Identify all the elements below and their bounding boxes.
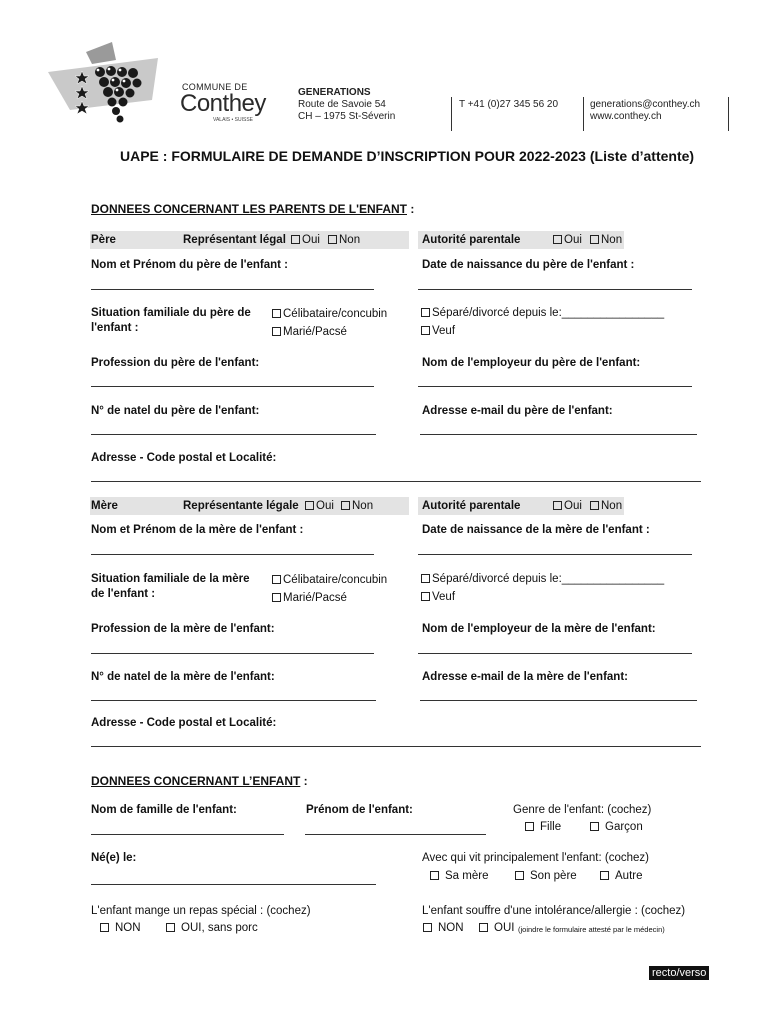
option-label: Fille: [540, 821, 562, 833]
checkbox-icon: [328, 235, 337, 244]
option-label: NON: [115, 922, 141, 934]
header-divider: [728, 97, 729, 131]
checkbox-icon: [423, 923, 432, 932]
option-label: Non: [352, 500, 374, 512]
pere-rep-legal-label: Représentant légal: [183, 234, 286, 246]
option-label: Marié/Pacsé: [283, 326, 347, 338]
checkbox-icon: [421, 574, 430, 583]
child-sa-mere-checkbox[interactable]: [430, 870, 488, 882]
checkbox-icon: [100, 923, 109, 932]
situation-line: l'enfant :: [91, 322, 139, 334]
mere-marie-checkbox[interactable]: [272, 592, 347, 604]
mere-autorite-label: Autorité parentale: [422, 500, 521, 512]
option-label: Non: [601, 234, 623, 246]
option-label: NON: [438, 922, 464, 934]
repas-oui-checkbox[interactable]: [166, 922, 258, 934]
checkbox-icon: [600, 871, 609, 880]
parents-section-heading: [91, 202, 414, 216]
pere-autorite-oui-checkbox[interactable]: [553, 234, 582, 246]
pere-rep-non-checkbox[interactable]: [328, 234, 360, 246]
grape-logo-icon: [40, 38, 170, 133]
child-prenom-field[interactable]: [305, 834, 486, 835]
option-label: Non: [601, 500, 623, 512]
child-garcon-checkbox[interactable]: [590, 821, 643, 833]
phone-number: T +41 (0)27 345 56 20: [459, 99, 559, 110]
checkbox-icon: [479, 923, 488, 932]
pere-email-field[interactable]: [420, 434, 697, 435]
mere-nom-prenom-label: Nom et Prénom de la mère de l'enfant :: [91, 524, 304, 536]
option-label: Sa mère: [445, 870, 489, 882]
pere-email-label: Adresse e-mail du père de l'enfant:: [422, 405, 613, 417]
option-label: Son père: [530, 870, 577, 882]
child-vit-avec-label: Avec qui vit principalement l'enfant: (cochez): [422, 852, 649, 864]
allergie-oui-checkbox[interactable]: [479, 922, 514, 934]
pere-situation-label: [91, 306, 251, 336]
commune-sub: VALAIS • SUISSE: [213, 117, 254, 123]
checkbox-icon: [272, 575, 281, 584]
child-autre-checkbox[interactable]: [600, 870, 643, 882]
pere-nom-prenom-field[interactable]: [91, 289, 374, 290]
pere-veuf-checkbox[interactable]: [421, 325, 455, 337]
pere-separe-checkbox[interactable]: [421, 307, 664, 319]
child-section-heading: [91, 774, 308, 788]
option-label: Oui: [564, 234, 582, 246]
mere-email-label: Adresse e-mail de la mère de l'enfant:: [422, 671, 628, 683]
checkbox-icon: [421, 592, 430, 601]
checkbox-icon: [590, 501, 599, 510]
website: www.conthey.ch: [590, 111, 662, 122]
checkbox-icon: [590, 822, 599, 831]
checkbox-icon: [553, 235, 562, 244]
option-label: Veuf: [432, 591, 456, 603]
checkbox-icon: [272, 593, 281, 602]
mere-rep-legal-label: Représentante légale: [183, 500, 299, 512]
option-label: OUI: [494, 922, 515, 934]
repas-non-checkbox[interactable]: [100, 922, 141, 934]
mere-profession-label: Profession de la mère de l'enfant:: [91, 623, 275, 635]
checkbox-icon: [515, 871, 524, 880]
child-heading-text: DONNEES CONCERNANT L’ENFANT: [91, 774, 301, 788]
mere-natel-field[interactable]: [91, 700, 376, 701]
mere-rep-non-checkbox[interactable]: [341, 500, 373, 512]
option-label: Célibataire/concubin: [283, 574, 388, 586]
situation-line: Situation familiale du père de: [91, 307, 251, 319]
child-nom-famille-field[interactable]: [91, 834, 284, 835]
recto-verso-badge: recto/verso: [649, 966, 709, 980]
mere-natel-label: N° de natel de la mère de l'enfant:: [91, 671, 275, 683]
option-label: Veuf: [432, 325, 456, 337]
pere-natel-field[interactable]: [91, 434, 376, 435]
pere-nom-prenom-label: Nom et Prénom du père de l'enfant :: [91, 259, 288, 271]
mere-date-naissance-field[interactable]: [418, 554, 692, 555]
pere-autorite-label: Autorité parentale: [422, 234, 521, 246]
checkbox-icon: [421, 326, 430, 335]
child-fille-checkbox[interactable]: [525, 821, 561, 833]
mere-separe-checkbox[interactable]: [421, 573, 664, 585]
header-divider: [583, 97, 584, 131]
address-line1: Route de Savoie 54: [298, 99, 386, 110]
option-label: OUI, sans porc: [181, 922, 258, 934]
option-label: Célibataire/concubin: [283, 308, 388, 320]
option-label: Non: [339, 234, 361, 246]
pere-label: Père: [91, 234, 116, 246]
email-address: generations@conthey.ch: [590, 99, 701, 110]
allergie-note: (joindre le formulaire attesté par le médecin): [518, 925, 665, 934]
mere-autorite-oui-checkbox[interactable]: [553, 500, 582, 512]
child-ne-le-field[interactable]: [91, 884, 376, 885]
mere-veuf-checkbox[interactable]: [421, 591, 455, 603]
checkbox-icon: [421, 308, 430, 317]
allergie-non-checkbox[interactable]: [423, 922, 464, 934]
pere-profession-label: Profession du père de l'enfant:: [91, 357, 260, 369]
commune-name: Conthey: [180, 90, 266, 117]
org-name: GENERATIONS: [298, 87, 371, 98]
pere-natel-label: N° de natel du père de l'enfant:: [91, 405, 260, 417]
child-allergie-label: L'enfant souffre d'une intolérance/allergie : (cochez): [422, 905, 686, 917]
pere-profession-field[interactable]: [91, 386, 374, 387]
mere-date-naissance-label: Date de naissance de la mère de l'enfant :: [422, 524, 650, 536]
checkbox-icon: [590, 235, 599, 244]
mere-profession-field[interactable]: [91, 653, 374, 654]
option-label: Oui: [302, 234, 320, 246]
mere-label: Mère: [91, 500, 118, 512]
child-repas-label: L'enfant mange un repas spécial : (cochez): [91, 905, 311, 917]
checkbox-icon: [291, 235, 300, 244]
commune-label: COMMUNE DE: [182, 82, 248, 92]
pere-autorite-non-checkbox[interactable]: [590, 234, 622, 246]
mere-rep-oui-checkbox[interactable]: [305, 500, 334, 512]
mere-employeur-label: Nom de l'employeur de la mère de l'enfant:: [422, 623, 656, 635]
checkbox-icon: [272, 327, 281, 336]
mere-celibataire-checkbox[interactable]: [272, 574, 387, 586]
mere-employeur-field[interactable]: [418, 653, 692, 654]
pere-rep-oui-checkbox[interactable]: [291, 234, 320, 246]
pere-celibataire-checkbox[interactable]: [272, 308, 387, 320]
option-label: Marié/Pacsé: [283, 592, 347, 604]
mere-situation-label: [91, 572, 250, 602]
option-label: Autre: [615, 870, 643, 882]
option-label: Séparé/divorcé depuis le:________________: [432, 573, 665, 585]
checkbox-icon: [553, 501, 562, 510]
checkbox-icon: [166, 923, 175, 932]
option-label: Garçon: [605, 821, 643, 833]
pere-date-naissance-field[interactable]: [418, 289, 692, 290]
heading-colon: :: [406, 202, 415, 216]
checkbox-icon: [341, 501, 350, 510]
child-prenom-label: Prénom de l'enfant:: [306, 804, 413, 816]
child-son-pere-checkbox[interactable]: [515, 870, 577, 882]
mere-autorite-non-checkbox[interactable]: [590, 500, 622, 512]
pere-adresse-field[interactable]: [91, 481, 701, 482]
parents-heading-text: DONNEES CONCERNANT LES PARENTS DE L'ENFANT: [91, 202, 407, 216]
child-genre-label: Genre de l'enfant: (cochez): [513, 804, 652, 816]
pere-adresse-label: Adresse - Code postal et Localité:: [91, 452, 277, 464]
mere-adresse-label: Adresse - Code postal et Localité:: [91, 717, 277, 729]
option-label: Oui: [564, 500, 582, 512]
pere-employeur-field[interactable]: [418, 386, 692, 387]
option-label: Oui: [316, 500, 334, 512]
child-ne-le-label: Né(e) le:: [91, 852, 137, 864]
checkbox-icon: [430, 871, 439, 880]
address-line2: CH – 1975 St-Séverin: [298, 111, 396, 122]
child-nom-famille-label: Nom de famille de l'enfant:: [91, 804, 237, 816]
pere-employeur-label: Nom de l'employeur du père de l'enfant:: [422, 357, 641, 369]
situation-line: Situation familiale de la mère: [91, 573, 250, 585]
pere-marie-checkbox[interactable]: [272, 326, 347, 338]
checkbox-icon: [525, 822, 534, 831]
checkbox-icon: [272, 309, 281, 318]
logo: [40, 38, 290, 133]
mere-nom-prenom-field[interactable]: [91, 554, 374, 555]
situation-line: de l'enfant :: [91, 588, 156, 600]
header-divider: [451, 97, 452, 131]
mere-email-field[interactable]: [420, 700, 697, 701]
mere-adresse-field[interactable]: [91, 746, 701, 747]
checkbox-icon: [305, 501, 314, 510]
page-title: UAPE : FORMULAIRE DE DEMANDE D’INSCRIPTION POUR 2022-2023 (Liste d’attente): [120, 148, 695, 164]
pere-date-naissance-label: Date de naissance du père de l'enfant :: [422, 259, 635, 271]
option-label: Séparé/divorcé depuis le:________________: [432, 307, 665, 319]
heading-colon: :: [300, 774, 308, 788]
